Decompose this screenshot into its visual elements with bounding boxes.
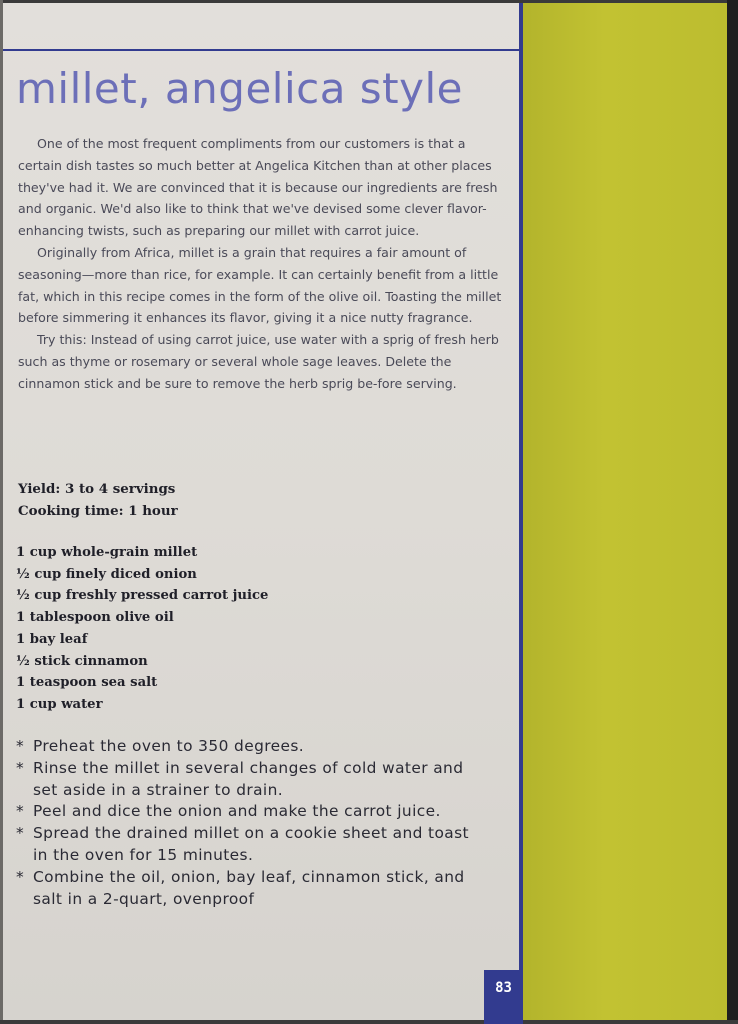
bottom-edge-shadow [0,1020,738,1024]
ingredient-item: 1 bay leaf [16,631,88,647]
asterisk-bullet-icon: * [16,824,25,843]
asterisk-bullet-icon: * [16,758,25,777]
right-edge-shadow [727,0,738,1024]
recipe-meta [18,479,178,523]
page-number-tab [484,970,523,1024]
instruction-text: Preheat the oven to 350 degrees. [33,737,305,755]
asterisk-bullet-icon: * [16,802,25,821]
asterisk-bullet-icon: * [16,867,25,886]
yield-label: Yield: 3 to 4 servings [18,481,176,497]
instruction-text: Combine the oil, onion, bay leaf, cinnamon stick, and salt in a 2-quart, ovenproof [33,867,465,908]
instruction-step [16,758,486,802]
intro-paragraph: Originally from Africa, millet is a grain that requires a fair amount of seasoning—more than rice, for example. It can certainly benefit from a little fat, which in this recipe comes in the form of the olive oil. Toasting the millet before simmering it enhances its flavor, giving it a nice nutty fragrance. [18,244,502,326]
instruction-step [16,867,486,911]
cooking-time-label: Cooking time: 1 hour [18,502,178,519]
ingredient-item: ½ cup freshly pressed carrot juice [16,588,269,604]
instruction-step [16,823,486,867]
ingredient-list [16,542,268,716]
intro-paragraph: One of the most frequent compliments from our customers is that a certain dish tastes so much better at Angelica Kitchen than at other places they've had it. We are convinced that it is because our ingredients are fresh and organic. We'd also like to think that we've devised some clever flavor-enhancing twists, such as preparing our millet with carrot juice. [18,136,498,239]
page-number: 83 [495,980,512,996]
intro-paragraph: Try this: Instead of using carrot juice, use water with a sprig of fresh herb such as thyme or rosemary or several whole sage leaves. Delete the cinnamon stick and be sure to remove the herb sprig be-fore serving. [18,332,499,391]
asterisk-bullet-icon: * [16,737,25,755]
intro-text [18,133,502,395]
instruction-text: Rinse the millet in several changes of cold water and set aside in a strainer to drain. [33,758,464,799]
instruction-step [16,801,486,823]
ingredient-item: 1 tablespoon olive oil [16,610,174,626]
ingredient-item: ½ stick cinnamon [16,653,148,669]
side-color-panel [523,3,727,1024]
ingredient-item: 1 cup water [16,696,103,712]
instruction-text: Peel and dice the onion and make the carrot juice. [33,802,441,821]
ingredient-item: 1 cup whole-grain millet [16,545,198,560]
header-rule [3,49,524,51]
instruction-step [16,736,486,758]
instruction-list [16,736,486,910]
ingredient-item: 1 teaspoon sea salt [16,675,158,691]
ingredient-item: ½ cup finely diced onion [16,566,197,582]
recipe-title: millet, angelica style [16,64,464,113]
instruction-text: Spread the drained millet on a cookie sheet and toast in the oven for 15 minutes. [33,824,469,864]
